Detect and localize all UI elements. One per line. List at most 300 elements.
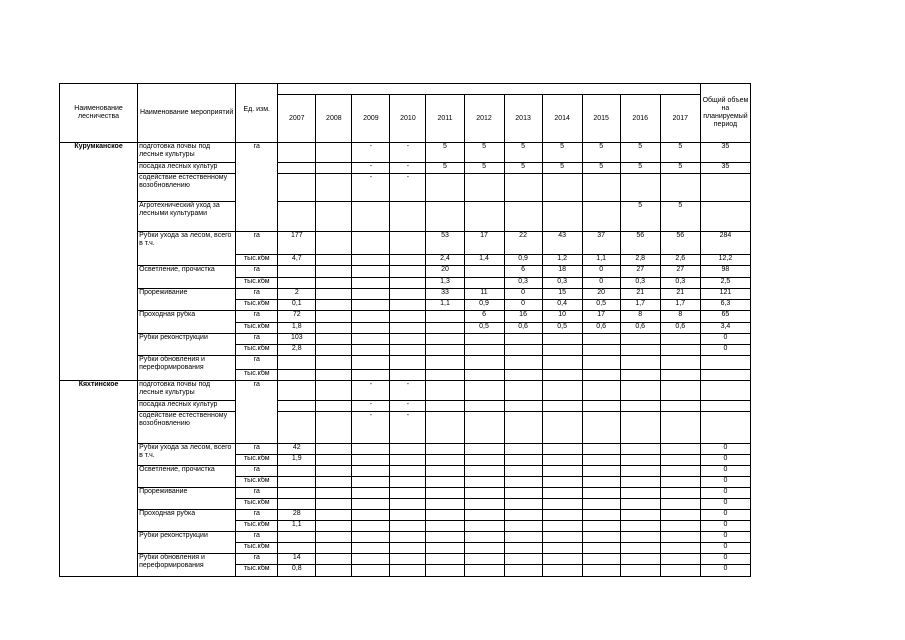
value-cell-2012	[464, 554, 504, 565]
value-cell-2008	[316, 510, 352, 521]
header-total: Общий объем на планируемый период	[700, 84, 750, 143]
value-cell-2017	[660, 345, 700, 356]
value-cell-2010	[390, 532, 426, 543]
value-cell-2012	[464, 266, 504, 278]
value-cell-2009	[352, 370, 390, 381]
value-cell-2007	[278, 143, 316, 163]
value-cell-2014	[542, 356, 582, 370]
value-cell-2007: 28	[278, 510, 316, 521]
value-cell-2016	[620, 565, 660, 577]
value-cell-2011	[426, 466, 464, 477]
value-cell-2008	[316, 499, 352, 510]
total-cell: 0	[700, 554, 750, 565]
value-cell-2014	[542, 381, 582, 401]
value-cell-2011	[426, 334, 464, 345]
value-cell-2011	[426, 174, 464, 202]
table-row	[60, 381, 751, 401]
unit-cell: га	[236, 510, 278, 521]
value-cell-2016	[620, 174, 660, 202]
value-cell-2014	[542, 510, 582, 521]
activity-cell: посадка лесных культур	[138, 401, 236, 412]
value-cell-2008	[316, 412, 352, 444]
value-cell-2014	[542, 334, 582, 345]
value-cell-2008	[316, 455, 352, 466]
value-cell-2007: 4,7	[278, 255, 316, 266]
header-year-2015: 2015	[582, 95, 620, 143]
value-cell-2009	[352, 356, 390, 370]
unit-cell: га	[236, 311, 278, 323]
value-cell-2017	[660, 466, 700, 477]
value-cell-2009	[352, 466, 390, 477]
value-cell-2014	[542, 532, 582, 543]
value-cell-2017	[660, 499, 700, 510]
activity-cell: Рубки обновления и переформирования	[138, 356, 236, 381]
activity-cell: Проходная рубка	[138, 311, 236, 334]
total-cell: 3,4	[700, 323, 750, 334]
unit-cell: тыс.кбм	[236, 278, 278, 289]
value-cell-2007: 1,9	[278, 455, 316, 466]
value-cell-2012	[464, 466, 504, 477]
unit-cell: га	[236, 488, 278, 499]
value-cell-2011	[426, 532, 464, 543]
value-cell-2017	[660, 488, 700, 499]
value-cell-2015: 17	[582, 311, 620, 323]
value-cell-2008	[316, 278, 352, 289]
value-cell-2008	[316, 232, 352, 255]
table-row	[60, 466, 751, 477]
value-cell-2016	[620, 554, 660, 565]
value-cell-2011	[426, 345, 464, 356]
header-year-2013: 2013	[504, 95, 542, 143]
value-cell-2017	[660, 174, 700, 202]
value-cell-2010	[390, 345, 426, 356]
total-cell: 0	[700, 455, 750, 466]
value-cell-2007	[278, 532, 316, 543]
header-year-2011: 2011	[426, 95, 464, 143]
value-cell-2014	[542, 202, 582, 232]
total-cell: 0	[700, 345, 750, 356]
header-unit: Ед. изм.	[236, 84, 278, 143]
unit-cell: га	[236, 554, 278, 565]
value-cell-2008	[316, 255, 352, 266]
total-cell	[700, 202, 750, 232]
value-cell-2015	[582, 455, 620, 466]
total-cell	[700, 381, 750, 401]
value-cell-2014	[542, 543, 582, 554]
value-cell-2016	[620, 477, 660, 488]
value-cell-2013: 0	[504, 289, 542, 300]
value-cell-2011: 2,4	[426, 255, 464, 266]
value-cell-2013: 22	[504, 232, 542, 255]
activity-cell: подготовка почвы под лесные культуры	[138, 143, 236, 163]
activity-cell: Прореживание	[138, 289, 236, 311]
value-cell-2017	[660, 543, 700, 554]
value-cell-2016	[620, 345, 660, 356]
value-cell-2009	[352, 565, 390, 577]
activity-cell: Рубки обновления и переформирования	[138, 554, 236, 577]
table-row	[60, 444, 751, 455]
value-cell-2011	[426, 356, 464, 370]
value-cell-2009: -	[352, 401, 390, 412]
value-cell-2007	[278, 356, 316, 370]
value-cell-2012	[464, 521, 504, 532]
activity-cell: Прореживание	[138, 488, 236, 510]
total-cell: 0	[700, 521, 750, 532]
unit-cell: тыс.кбм	[236, 477, 278, 488]
unit-cell: га	[236, 143, 278, 232]
value-cell-2011	[426, 401, 464, 412]
value-cell-2012: 0,5	[464, 323, 504, 334]
value-cell-2011	[426, 323, 464, 334]
value-cell-2016: 0,6	[620, 323, 660, 334]
value-cell-2015	[582, 477, 620, 488]
total-cell: 98	[700, 266, 750, 278]
value-cell-2012	[464, 477, 504, 488]
total-cell	[700, 401, 750, 412]
value-cell-2010	[390, 477, 426, 488]
value-cell-2014: 5	[542, 143, 582, 163]
value-cell-2013: 0,9	[504, 255, 542, 266]
value-cell-2010	[390, 202, 426, 232]
value-cell-2010	[390, 565, 426, 577]
value-cell-2008	[316, 370, 352, 381]
value-cell-2010: -	[390, 412, 426, 444]
value-cell-2013	[504, 521, 542, 532]
value-cell-2014	[542, 565, 582, 577]
value-cell-2017	[660, 334, 700, 345]
value-cell-2014: 5	[542, 163, 582, 174]
value-cell-2011	[426, 311, 464, 323]
value-cell-2008	[316, 163, 352, 174]
value-cell-2012: 0,9	[464, 300, 504, 311]
value-cell-2011	[426, 444, 464, 455]
value-cell-2015	[582, 510, 620, 521]
value-cell-2008	[316, 543, 352, 554]
value-cell-2007: 2,8	[278, 345, 316, 356]
value-cell-2009: -	[352, 412, 390, 444]
value-cell-2010	[390, 499, 426, 510]
value-cell-2012	[464, 174, 504, 202]
value-cell-2015	[582, 174, 620, 202]
value-cell-2008	[316, 444, 352, 455]
value-cell-2009	[352, 455, 390, 466]
value-cell-2016: 21	[620, 289, 660, 300]
table-row	[60, 163, 751, 174]
total-cell: 0	[700, 532, 750, 543]
value-cell-2007: 0,8	[278, 565, 316, 577]
total-cell: 0	[700, 510, 750, 521]
value-cell-2010	[390, 466, 426, 477]
value-cell-2016	[620, 499, 660, 510]
value-cell-2009: -	[352, 143, 390, 163]
value-cell-2008	[316, 381, 352, 401]
value-cell-2007	[278, 163, 316, 174]
value-cell-2013: 5	[504, 143, 542, 163]
value-cell-2015: 37	[582, 232, 620, 255]
value-cell-2012	[464, 543, 504, 554]
value-cell-2007	[278, 466, 316, 477]
value-cell-2015: 0	[582, 278, 620, 289]
unit-cell: га	[236, 381, 278, 444]
header-year-2010: 2010	[390, 95, 426, 143]
value-cell-2008	[316, 532, 352, 543]
value-cell-2008	[316, 521, 352, 532]
unit-cell: га	[236, 334, 278, 345]
value-cell-2016	[620, 334, 660, 345]
table-row	[60, 202, 751, 232]
activity-cell: Рубки реконструкции	[138, 532, 236, 554]
value-cell-2007: 0,1	[278, 300, 316, 311]
activity-cell: Проходная рубка	[138, 510, 236, 532]
value-cell-2016: 27	[620, 266, 660, 278]
value-cell-2013	[504, 202, 542, 232]
value-cell-2017	[660, 510, 700, 521]
value-cell-2007: 2	[278, 289, 316, 300]
value-cell-2012: 6	[464, 311, 504, 323]
value-cell-2013	[504, 381, 542, 401]
value-cell-2007	[278, 488, 316, 499]
header-year-2008: 2008	[316, 95, 352, 143]
value-cell-2016	[620, 521, 660, 532]
value-cell-2011: 33	[426, 289, 464, 300]
value-cell-2017	[660, 381, 700, 401]
value-cell-2009	[352, 345, 390, 356]
value-cell-2007: 42	[278, 444, 316, 455]
value-cell-2009	[352, 202, 390, 232]
value-cell-2017	[660, 401, 700, 412]
value-cell-2015	[582, 499, 620, 510]
total-cell: 65	[700, 311, 750, 323]
unit-cell: га	[236, 444, 278, 455]
table-row	[60, 143, 751, 163]
header-year-2014: 2014	[542, 95, 582, 143]
total-cell: 35	[700, 143, 750, 163]
unit-cell: тыс.кбм	[236, 565, 278, 577]
value-cell-2014: 1,2	[542, 255, 582, 266]
value-cell-2012	[464, 444, 504, 455]
value-cell-2015	[582, 334, 620, 345]
value-cell-2013	[504, 499, 542, 510]
value-cell-2007	[278, 174, 316, 202]
value-cell-2016	[620, 510, 660, 521]
value-cell-2011	[426, 381, 464, 401]
value-cell-2012	[464, 370, 504, 381]
value-cell-2009: -	[352, 381, 390, 401]
value-cell-2007	[278, 370, 316, 381]
value-cell-2007	[278, 401, 316, 412]
value-cell-2017: 5	[660, 202, 700, 232]
value-cell-2008	[316, 477, 352, 488]
value-cell-2011	[426, 565, 464, 577]
value-cell-2010	[390, 554, 426, 565]
value-cell-2017: 8	[660, 311, 700, 323]
value-cell-2012: 5	[464, 163, 504, 174]
total-cell: 284	[700, 232, 750, 255]
table-row	[60, 412, 751, 444]
value-cell-2014	[542, 466, 582, 477]
table-row	[60, 174, 751, 202]
value-cell-2013	[504, 444, 542, 455]
value-cell-2008	[316, 323, 352, 334]
value-cell-2011	[426, 554, 464, 565]
value-cell-2015: 0,6	[582, 323, 620, 334]
value-cell-2010: -	[390, 143, 426, 163]
value-cell-2016	[620, 543, 660, 554]
unit-cell: тыс.кбм	[236, 255, 278, 266]
value-cell-2013	[504, 412, 542, 444]
value-cell-2015	[582, 381, 620, 401]
value-cell-2017	[660, 412, 700, 444]
value-cell-2008	[316, 466, 352, 477]
value-cell-2011	[426, 499, 464, 510]
value-cell-2007	[278, 266, 316, 278]
value-cell-2009: -	[352, 174, 390, 202]
unit-cell: тыс.кбм	[236, 521, 278, 532]
value-cell-2008	[316, 488, 352, 499]
table-row	[60, 232, 751, 255]
unit-cell: га	[236, 356, 278, 370]
value-cell-2010	[390, 278, 426, 289]
table-row	[60, 311, 751, 323]
value-cell-2016: 0,3	[620, 278, 660, 289]
value-cell-2007	[278, 412, 316, 444]
value-cell-2008	[316, 311, 352, 323]
value-cell-2011	[426, 412, 464, 444]
table-row	[60, 266, 751, 278]
activity-cell: содействие естественному возобновлению	[138, 174, 236, 202]
value-cell-2015	[582, 444, 620, 455]
value-cell-2015: 5	[582, 163, 620, 174]
table-row	[60, 554, 751, 565]
value-cell-2012	[464, 401, 504, 412]
header-forestry: Наименование лесничества	[60, 84, 138, 143]
total-cell: 0	[700, 477, 750, 488]
value-cell-2012	[464, 510, 504, 521]
activity-cell: Рубки реконструкции	[138, 334, 236, 356]
value-cell-2016: 5	[620, 202, 660, 232]
total-cell: 0	[700, 488, 750, 499]
header-year-2017: 2017	[660, 95, 700, 143]
value-cell-2010: -	[390, 174, 426, 202]
value-cell-2015	[582, 554, 620, 565]
value-cell-2009	[352, 278, 390, 289]
value-cell-2007	[278, 543, 316, 554]
value-cell-2011	[426, 543, 464, 554]
value-cell-2016	[620, 370, 660, 381]
value-cell-2014	[542, 444, 582, 455]
value-cell-2011	[426, 455, 464, 466]
value-cell-2011	[426, 202, 464, 232]
value-cell-2010	[390, 334, 426, 345]
value-cell-2014	[542, 412, 582, 444]
value-cell-2008	[316, 345, 352, 356]
unit-cell: тыс.кбм	[236, 345, 278, 356]
total-cell: 2,5	[700, 278, 750, 289]
value-cell-2016: 5	[620, 163, 660, 174]
value-cell-2009	[352, 311, 390, 323]
forestry-name-cell: Курумканское	[60, 143, 138, 381]
activity-cell: Осветление, прочистка	[138, 266, 236, 289]
total-cell: 121	[700, 289, 750, 300]
activity-cell: посадка лесных культур	[138, 163, 236, 174]
value-cell-2009	[352, 255, 390, 266]
value-cell-2012: 5	[464, 143, 504, 163]
value-cell-2017	[660, 370, 700, 381]
value-cell-2014	[542, 370, 582, 381]
value-cell-2010	[390, 444, 426, 455]
value-cell-2013	[504, 370, 542, 381]
table-row	[60, 289, 751, 300]
value-cell-2015	[582, 401, 620, 412]
value-cell-2017	[660, 444, 700, 455]
value-cell-2014	[542, 455, 582, 466]
value-cell-2013	[504, 356, 542, 370]
value-cell-2014	[542, 401, 582, 412]
value-cell-2012	[464, 334, 504, 345]
value-cell-2013	[504, 455, 542, 466]
total-cell	[700, 174, 750, 202]
value-cell-2012: 17	[464, 232, 504, 255]
value-cell-2009	[352, 499, 390, 510]
value-cell-2010	[390, 323, 426, 334]
value-cell-2009	[352, 289, 390, 300]
value-cell-2013	[504, 554, 542, 565]
unit-cell: га	[236, 532, 278, 543]
value-cell-2013: 0,6	[504, 323, 542, 334]
value-cell-2008	[316, 202, 352, 232]
value-cell-2011	[426, 488, 464, 499]
value-cell-2015	[582, 565, 620, 577]
value-cell-2013	[504, 345, 542, 356]
value-cell-2015	[582, 370, 620, 381]
value-cell-2013: 16	[504, 311, 542, 323]
value-cell-2012	[464, 202, 504, 232]
value-cell-2007: 14	[278, 554, 316, 565]
value-cell-2008	[316, 565, 352, 577]
value-cell-2011: 1,3	[426, 278, 464, 289]
header-year-2016: 2016	[620, 95, 660, 143]
value-cell-2015	[582, 202, 620, 232]
table-row	[60, 488, 751, 499]
value-cell-2013	[504, 510, 542, 521]
value-cell-2011	[426, 510, 464, 521]
forestry-plan-table	[59, 83, 751, 577]
unit-cell: тыс.кбм	[236, 323, 278, 334]
value-cell-2008	[316, 356, 352, 370]
value-cell-2014: 0,4	[542, 300, 582, 311]
value-cell-2014: 15	[542, 289, 582, 300]
total-cell: 35	[700, 163, 750, 174]
value-cell-2010	[390, 521, 426, 532]
value-cell-2007: 1,1	[278, 521, 316, 532]
table-row	[60, 334, 751, 345]
table-row	[60, 532, 751, 543]
value-cell-2015	[582, 345, 620, 356]
value-cell-2014: 43	[542, 232, 582, 255]
value-cell-2015	[582, 356, 620, 370]
value-cell-2015: 0,5	[582, 300, 620, 311]
header-year-2012: 2012	[464, 95, 504, 143]
value-cell-2008	[316, 174, 352, 202]
value-cell-2016	[620, 412, 660, 444]
value-cell-2017: 56	[660, 232, 700, 255]
value-cell-2014	[542, 521, 582, 532]
value-cell-2010: -	[390, 163, 426, 174]
value-cell-2012	[464, 345, 504, 356]
value-cell-2013	[504, 174, 542, 202]
value-cell-2009	[352, 444, 390, 455]
value-cell-2010	[390, 455, 426, 466]
